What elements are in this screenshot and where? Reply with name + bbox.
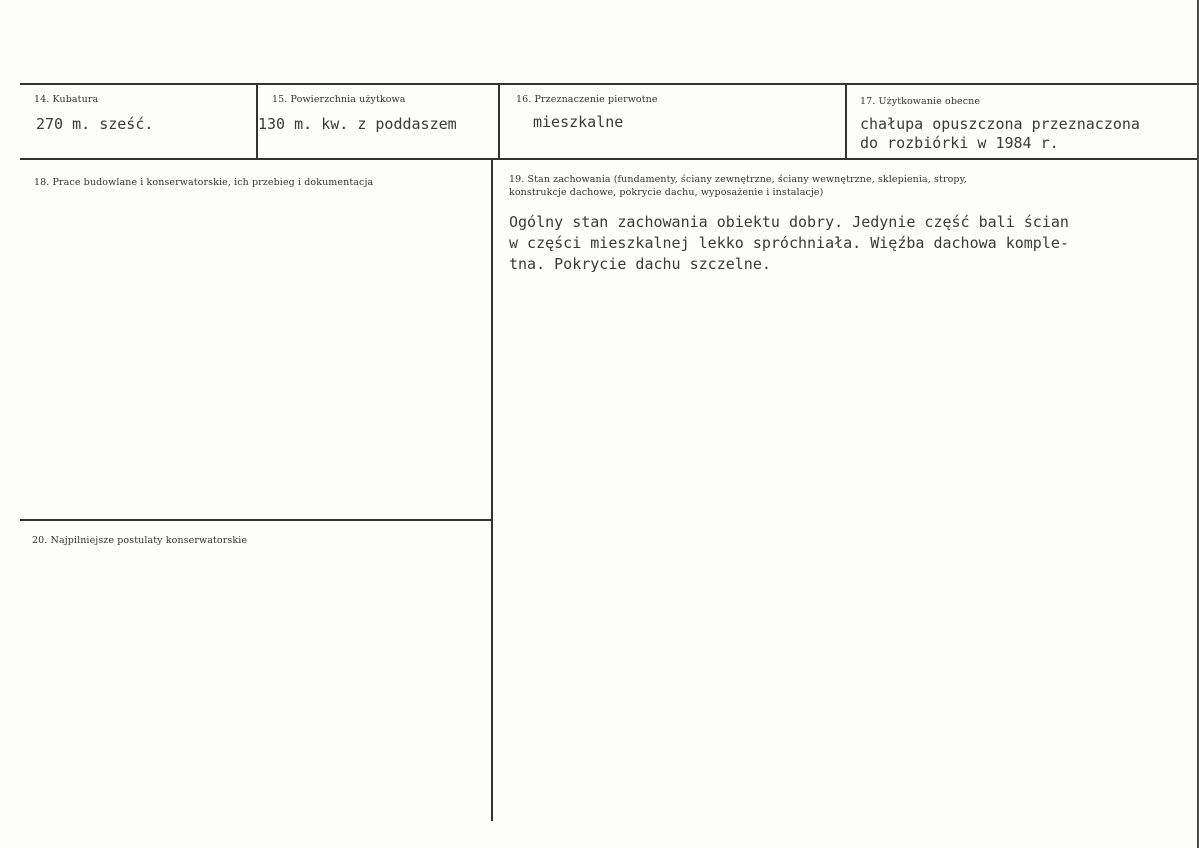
top-rule	[20, 83, 1199, 85]
field-18-label: 18. Prace budowlane i konserwatorskie, ich przebieg i dokumentacja	[34, 177, 374, 188]
field-17-value: chałupa opuszczona przeznaczona do rozbiórki w 1984 r.	[860, 115, 1140, 152]
field-19-value: Ogólny stan zachowania obiektu dobry. Jedynie część bali ścian w części mieszkalnej lekko spróchniała. Więźba dachowa komple- tna. Pokrycie dachu szczelne.	[509, 213, 1069, 273]
field-16-label: 16. Przeznaczenie pierwotne	[516, 94, 658, 105]
divider-left-right-column	[491, 159, 493, 821]
field-17-label: 17. Użytkowanie obecne	[860, 96, 981, 107]
rule-18-20	[20, 519, 492, 521]
field-16-value: mieszkalne	[533, 113, 624, 131]
divider-15-16	[498, 84, 500, 159]
field-19-label: 19. Stan zachowania (fundamenty, ściany zewnętrzne, ściany wewnętrzne, sklepienia, stropy, konstrukcje dachowe, pokrycie dachu, wyposażenie i instalacje)	[509, 174, 967, 198]
field-14-label: 14. Kubatura	[34, 94, 99, 105]
header-row-bottom-rule	[20, 158, 1199, 160]
field-15-label: 15. Powierzchnia użytkowa	[272, 94, 406, 105]
field-15-value: 130 m. kw. z poddaszem	[258, 115, 457, 133]
field-20-label: 20. Najpilniejsze postulaty konserwatorskie	[32, 535, 248, 546]
divider-16-17	[845, 84, 847, 159]
field-14-value: 270 m. sześć.	[36, 115, 154, 133]
